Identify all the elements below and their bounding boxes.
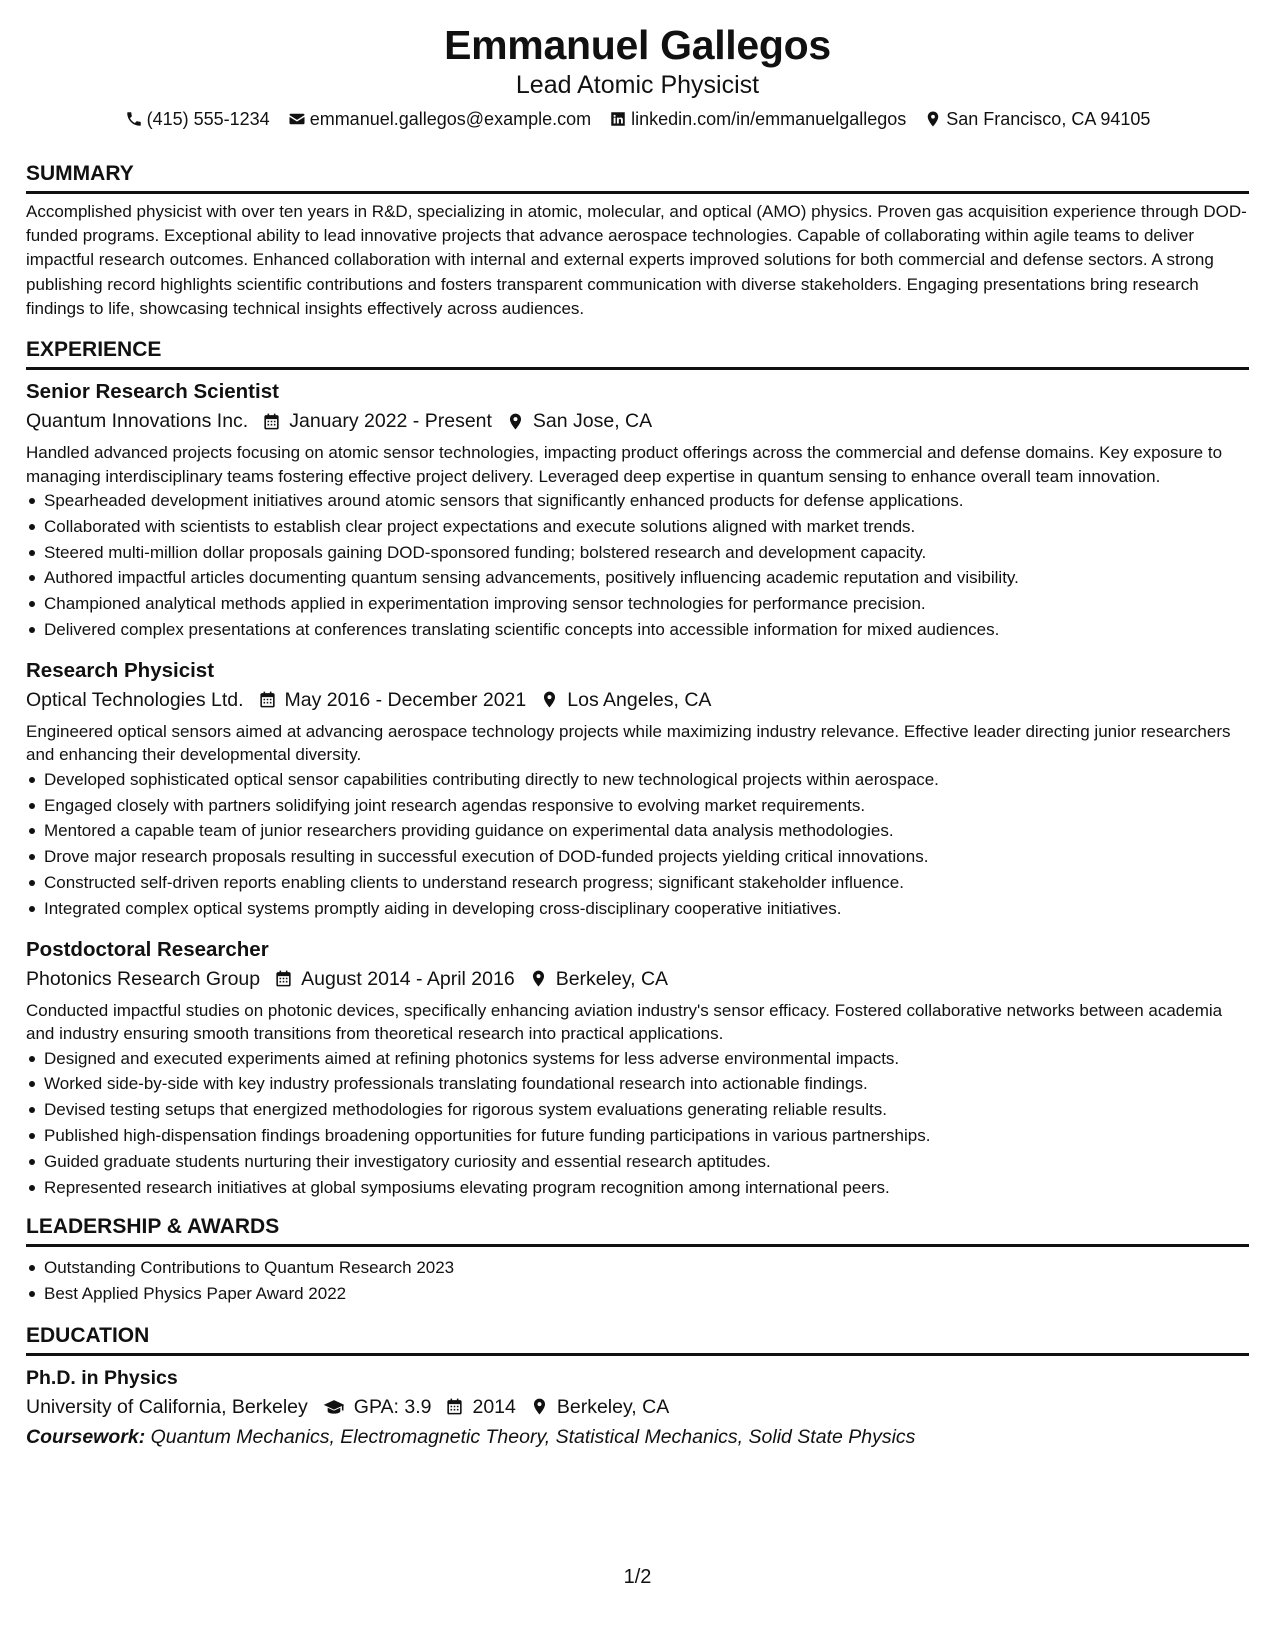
contact-email[interactable] (288, 107, 591, 131)
job-dates-text: May 2016 - December 2021 (284, 688, 527, 711)
job-location (523, 964, 668, 994)
job-location (534, 685, 711, 715)
summary-text: Accomplished physicist with over ten years in R&D, specializing in atomic, molecular, and optical (AMO) physics. Proven gas acquisition experience through DOD-funded programs. Exceptional ability to lead innovative projects that advance aerospace technologies. Capable of collaborating within agile teams to deliver impactful research outcomes. Enhanced collaboration with internal and external experts improved solutions for both commercial and defense sectors. A strong publishing record highlights scientific contributions and fosters transparent communication with diverse stakeholders. Engaging presentations bring research findings to life, showcasing technical insights effectively across audiences. (26, 202, 1247, 318)
list-item: Worked side-by-side with key industry professionals translating foundational research into actionable findings. (26, 1071, 1249, 1097)
job-dates (268, 964, 515, 994)
job-bullets (26, 488, 1249, 643)
job-company: Optical Technologies Ltd. (26, 688, 244, 711)
job-dates-text: August 2014 - April 2016 (301, 967, 515, 990)
school-name: University of California, Berkeley (26, 1395, 308, 1418)
candidate-title: Lead Atomic Physicist (515, 71, 760, 99)
contact-location (924, 107, 1150, 131)
map-pin-icon (529, 969, 548, 988)
list-item: Engaged closely with partners solidifying joint research agendas responsive to evolving market requirements. (26, 793, 1249, 819)
list-item: Constructed self-driven reports enabling clients to understand research progress; significant stakeholder influence. (26, 870, 1249, 896)
job-bullets (26, 1046, 1249, 1201)
education-entry (26, 1364, 1249, 1452)
list-item: Outstanding Contributions to Quantum Research 2023 (26, 1255, 1249, 1281)
linkedin-link[interactable]: linkedin.com/in/emmanuelgallegos (631, 109, 907, 129)
email-link[interactable]: emmanuel.gallegos@example.com (309, 109, 592, 129)
envelope-icon (288, 110, 306, 128)
awards-section (26, 1214, 1249, 1307)
job-title: Research Physicist (26, 658, 215, 682)
job-description: Engineered optical sensors aimed at advancing aerospace technology projects while maximizing industry relevance. Effective leader directing junior researchers and enhancing their developmental diversity. (26, 721, 1231, 765)
list-item: Drove major research proposals resulting in successful execution of DOD-funded projects yielding critical innovations. (26, 844, 1249, 870)
education-location-text: Berkeley, CA (556, 1395, 670, 1418)
gpa-text: GPA: 3.9 (353, 1395, 432, 1418)
education-meta (26, 1392, 1249, 1422)
candidate-name: Emmanuel Gallegos (444, 22, 831, 68)
job-entry (26, 657, 1249, 922)
list-item: Published high-dispensation findings broadening opportunities for future funding participations in various partnerships. (26, 1123, 1249, 1149)
list-item: Steered multi-million dollar proposals gaining DOD-sponsored funding; bolstered research and development capacity. (26, 540, 1249, 566)
list-item: Represented research initiatives at global symposiums elevating program recognition among international peers. (26, 1175, 1249, 1201)
location-text: San Francisco, CA 94105 (946, 109, 1151, 129)
job-location-text: Berkeley, CA (555, 967, 669, 990)
experience-heading: EXPERIENCE (26, 337, 1249, 370)
job-description: Conducted impactful studies on photonic devices, specifically enhancing aviation industry's sensor efficacy. Fostered collaborative networks between academia and industry ensuring smooth transitions from theoretical research into practical applications. (26, 1000, 1223, 1044)
list-item: Designed and executed experiments aimed at refining photonics systems for less adverse environmental impacts. (26, 1046, 1249, 1072)
coursework-text: Quantum Mechanics, Electromagnetic Theory, Statistical Mechanics, Solid State Physics (150, 1425, 916, 1448)
list-item: Championed analytical methods applied in experimentation improving sensor technologies for performance precision. (26, 591, 1249, 617)
list-item: Devised testing setups that energized methodologies for rigorous system evaluations generating reliable results. (26, 1097, 1249, 1123)
coursework (26, 1422, 1249, 1452)
job-location-text: San Jose, CA (532, 410, 653, 433)
resume-header (26, 20, 1249, 131)
linkedin-icon (609, 110, 627, 128)
list-item: Authored impactful articles documenting quantum sensing advancements, positively influencing academic reputation and visibility. (26, 565, 1249, 591)
contact-phone (125, 107, 270, 131)
job-dates-text: January 2022 - Present (289, 410, 492, 433)
list-item: Delivered complex presentations at conferences translating scientific concepts into accessible information for mixed audiences. (26, 617, 1249, 643)
job-dates (256, 406, 492, 436)
map-pin-icon (540, 690, 559, 709)
contact-bar (26, 107, 1249, 131)
calendar-icon (262, 412, 281, 431)
awards-heading: LEADERSHIP & AWARDS (26, 1214, 1249, 1247)
list-item: Best Applied Physics Paper Award 2022 (26, 1281, 1249, 1307)
job-entry (26, 936, 1249, 1201)
education-gpa (316, 1392, 432, 1422)
education-location (524, 1392, 669, 1422)
map-pin-icon (530, 1397, 549, 1416)
calendar-icon (274, 969, 293, 988)
phone-text: (415) 555-1234 (146, 109, 270, 129)
list-item: Mentored a capable team of junior researchers providing guidance on experimental data analysis methodologies. (26, 818, 1249, 844)
education-heading: EDUCATION (26, 1323, 1249, 1356)
list-item: Collaborated with scientists to establish clear project expectations and execute solutions aligned with market trends. (26, 514, 1249, 540)
calendar-icon (445, 1397, 464, 1416)
job-dates (252, 685, 527, 715)
experience-section (26, 337, 1249, 1200)
job-location (500, 406, 652, 436)
education-year (439, 1392, 515, 1422)
list-item: Guided graduate students nurturing their investigatory curiosity and essential research aptitudes. (26, 1149, 1249, 1175)
list-item: Spearheaded development initiatives around atomic sensors that significantly enhanced products for defense applications. (26, 488, 1249, 514)
map-pin-icon (924, 110, 942, 128)
list-item: Developed sophisticated optical sensor capabilities contributing directly to new technological projects within aerospace. (26, 767, 1249, 793)
job-meta (26, 964, 1249, 994)
year-text: 2014 (472, 1395, 516, 1418)
job-bullets (26, 767, 1249, 922)
job-meta (26, 406, 1249, 436)
job-description: Handled advanced projects focusing on atomic sensor technologies, impacting product offerings across the commercial and defense domains. Key exposure to managing interdisciplinary teams fostering effective project delivery. Leveraged deep expertise in quantum sensing to enhance overall team innovation. (26, 443, 1223, 486)
degree-title: Ph.D. in Physics (26, 1366, 178, 1389)
calendar-icon (258, 690, 277, 709)
job-title: Postdoctoral Researcher (26, 937, 269, 961)
job-meta (26, 685, 1249, 715)
phone-icon (125, 110, 143, 128)
job-company: Photonics Research Group (26, 967, 261, 990)
contact-linkedin[interactable] (609, 107, 906, 131)
coursework-label: Coursework: (26, 1425, 146, 1448)
awards-list (26, 1255, 1249, 1307)
job-entry (26, 378, 1249, 643)
summary-section (26, 161, 1249, 321)
graduation-cap-icon (322, 1397, 346, 1416)
job-company: Quantum Innovations Inc. (26, 410, 249, 433)
map-pin-icon (506, 412, 525, 431)
job-location-text: Los Angeles, CA (567, 688, 712, 711)
summary-heading: SUMMARY (26, 161, 1249, 194)
job-title: Senior Research Scientist (26, 380, 279, 404)
list-item: Integrated complex optical systems promptly aiding in developing cross-disciplinary cooperative initiatives. (26, 896, 1249, 922)
education-section (26, 1323, 1249, 1452)
page-number: 1/2 (623, 1566, 652, 1588)
